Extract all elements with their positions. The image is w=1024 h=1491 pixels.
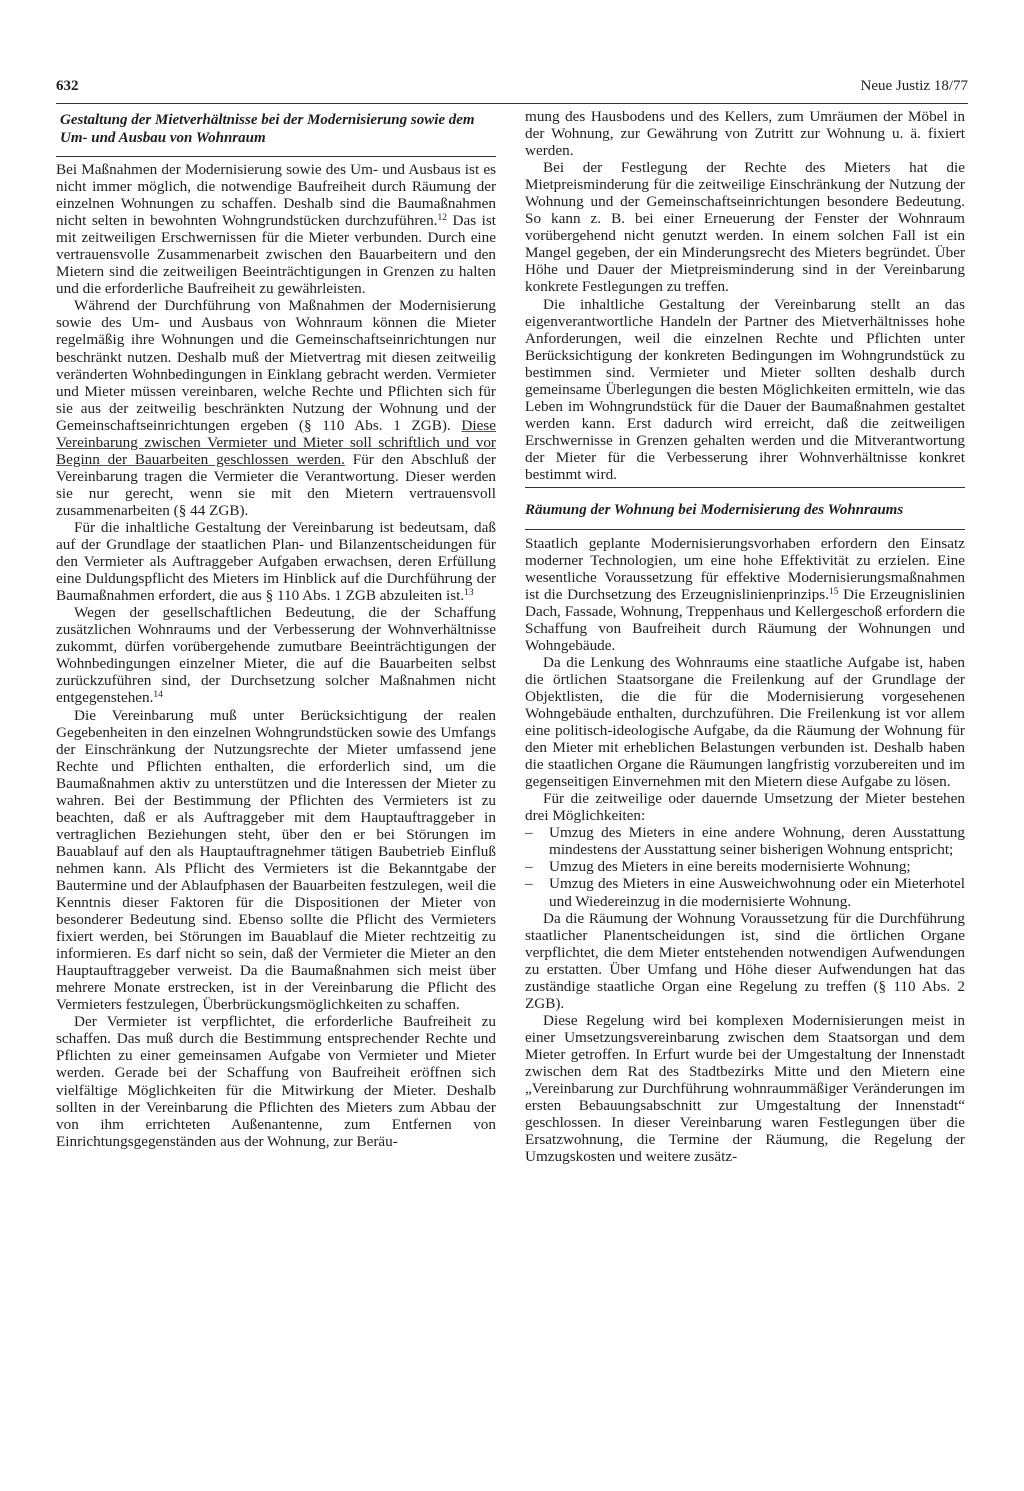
footnote-ref: 15 <box>829 586 839 597</box>
right-column <box>525 108 965 1165</box>
paragraph: Während der Durchführung von Maßnahmen der Modernisierung sowie des Um- und Ausbaus von Wohnraum können die Mieter regelmäßig ihre Wohnungen und die Gemeinschaftseinrichtungen nur beschränkt nutzen. Deshalb muß der Mietvertrag mit diesen zeitweilig veränderten Wohnbedingungen in Einklang gebracht werden. Vermieter und Mieter müssen vereinbaren, welche Rechte und Pflichten sich für sie aus der zeitweilig beschränkten Nutzung der Wohnung und der Gemeinschaftseinrichtungen ergeben (§ 110 Abs. 1 ZGB). Diese Vereinbarung zwischen Vermieter und Mieter soll schriftlich und vor Beginn der Bauarbeiten geschlossen werden. Für den Abschluß der Vereinbarung tragen die Vermieter die Verantwortung. Dieser werden sie nur gerecht, wenn sie mit den Mietern vertrauensvoll zusammenarbeiten (§ 44 ZGB). <box>56 297 496 519</box>
journal-issue: Neue Justiz 18/77 <box>860 78 968 94</box>
paragraph: Da die Lenkung des Wohnraums eine staatliche Aufgabe ist, haben die örtlichen Staatsorgane die Freilenkung auf der Grundlage der Objektlisten, die die für die Modernisierung vorgesehenen Wohngebäude enthalten, durchzuführen. Die Freilenkung ist vor allem eine politisch-ideologische Aufgabe, da die Räumung der Wohnung für den Mieter mit erheblichen Belastungen verbunden ist. Deshalb haben die staatlichen Organe die Räumungen langfristig vorzubereiten und im gegenseitigen Einvernehmen mit den Mietern diese Aufgabe zu lösen. <box>525 653 965 791</box>
underlined-passage: Diese Vereinbarung zwischen Vermieter und Mieter soll schriftlich und vor Beginn der Bauarbeiten geschlossen werden. <box>56 416 496 468</box>
section-heading-rule <box>56 156 496 157</box>
left-column <box>56 108 496 1150</box>
page-header <box>56 78 968 102</box>
paragraph: Die inhaltliche Gestaltung der Vereinbarung stellt an das eigenverantwortliche Handeln der Partner des Mietverhältnisses hohe Anforderungen, weil die einzelnen Rechte und Pflichten unter Berücksichtigung der konkreten Bedingungen im Wohngrundstück zu bestimmen sind. Vermieter und Mieter sollten deshalb durch gemeinsame Überlegungen die besten Möglichkeiten ermitteln, wie das Leben im Wohngrundstück für die Dauer der Baumaßnahmen gestaltet werden kann. Erst dadurch wird erreicht, daß die zeitweiligen Erschwernisse in Grenzen gehalten werden und die Mitverantwortung der Mieter für die Verbesserung ihrer Wohnverhältnisse konkret bestimmt wird. <box>525 295 965 483</box>
section-heading-mietverhaeltnisse: Gestaltung der Mietverhältnisse bei der Modernisierung sowie dem Um- und Ausbau von Wohnraum <box>60 112 475 146</box>
paragraph: Wegen der gesellschaftlichen Bedeutung, die der Schaffung zusätzlichen Wohnraums und der Verbesserung der Wohnverhältnisse zukommt, dürfen vorübergehende zumutbare Beeinträchtigungen der Wohnbedingungen einzelner Mieter, die auf die Bauarbeiten selbst zurückzuführen sind, der Durchsetzung solcher Maßnahmen nicht entgegenstehen.$^{14}$ <box>56 604 496 707</box>
paragraph: Für die zeitweilige oder dauernde Umsetzung der Mieter bestehen drei Möglichkeiten: <box>525 790 965 825</box>
section-heading-rule <box>525 529 965 530</box>
paragraph: Da die Räumung der Wohnung Voraussetzung für die Durchführung staatlicher Planentscheidungen ist, sind die örtlichen Organe verpflichtet, die dem Mieter entstehenden notwendigen Aufwendungen zu erstatten. Über Umfang und Höhe dieser Aufwendungen hat das zuständige staatliche Organ eine Regelung zu treffen (§ 110 Abs. 2 ZGB). <box>525 909 965 1012</box>
page-number: 632 <box>56 78 79 94</box>
paragraph: Für die inhaltliche Gestaltung der Vereinbarung ist bedeutsam, daß auf der Grundlage der staatlichen Plan- und Bilanzentscheidungen für den Vermieter als Auftraggeber Aufgaben erwachsen, deren Erfüllung eine Duldungspflicht des Mieters im Hinblick auf die Durchführung der Baumaßnahmen erfordert, die aus § 110 Abs. 1 ZGB abzuleiten ist.$^{13}$ <box>56 518 496 605</box>
list-item: – Umzug des Mieters in eine andere Wohnung, deren Ausstattung mindestens der Ausstattung seiner bisherigen Wohnung entspricht; <box>525 824 965 859</box>
list-item: – Umzug des Mieters in eine Ausweichwohnung oder ein Mieterhotel und Wiedereinzug in die modernisierte Wohnung. <box>525 875 965 910</box>
paragraph: Der Vermieter ist verpflichtet, die erforderliche Baufreiheit zu schaffen. Das muß durch die Bestimmung entsprechender Rechte und Pflichten zu einer gemeinsamen Aufgabe von Vermieter und Mieter werden. Gerade bei der Schaffung von Baufreiheit eröffnen sich vielfältige Möglichkeiten für die Mitwirkung der Mieter. Deshalb sollten in der Vereinbarung die Pflichten des Mieters zum Abbau der von ihm errichteten Außenantenne, zum Entfernen von Einrichtungsgegenständen aus der Wohnung, zur Beräu- <box>56 1013 496 1150</box>
paragraph: Bei der Festlegung der Rechte des Mieters hat die Mietpreisminderung für die zeitweilige Einschränkung der Nutzung der Wohnung und der Gemeinschaftseinrichtungen besondere Bedeutung. So kann z. B. bei einer Erneuerung der Fenster der Wohnraum vorübergehend nicht genutzt werden. In einem solchen Fall ist ein Mangel gegeben, der ein Minderungsrecht des Mieters begründet. Über Höhe und Dauer der Mietpreisminderung sind in der Vereinbarung konkrete Festlegungen zu treffen. <box>525 159 965 296</box>
options-list <box>525 824 965 909</box>
header-rule <box>56 103 968 104</box>
footnote-ref: 14 <box>153 690 163 701</box>
footnote-ref: 12 <box>437 213 448 224</box>
paragraph: Diese Regelung wird bei komplexen Modernisierungen meist in einer Umsetzungsvereinbarung zwischen dem Staatsorgan und dem Mieter getroffen. In Erfurt wurde bei der Umgestaltung der Innenstadt zwischen dem Rat des Stadtbezirks Mitte und den Mietern eine „Vereinbarung zur Durchführung wohnraummäßiger Veränderungen im ersten Bebauungsabschnitt zur Umgestaltung der Innenstadt“ geschlossen. In dieser Vereinbarung waren Festlegungen über die Ersatzwohnung, die Termine der Räumung, die Regelung der Umzugskosten und weitere zusätz- <box>525 1011 965 1166</box>
paragraph: mung des Hausbodens und des Kellers, zum Umräumen der Möbel in der Wohnung, zur Gewährung von Zutritt zur Wohnung u. ä. fixiert werden. <box>525 108 965 160</box>
paragraph: Bei Maßnahmen der Modernisierung sowie des Um- und Ausbaus ist es nicht immer möglich, die notwendige Baufreiheit durch Räumung der einzelnen Wohnungen zu schaffen. Deshalb sind die Baumaßnahmen nicht selten in bewohnten Wohngrundstücken durchzuführen.$^{12}$ Das ist mit zeitweiligen Erschwernissen für die Mieter verbunden. Durch eine vertrauensvolle Zusammenarbeit zwischen den Bauarbeitern und den Mietern sind die zeitweiligen Beeinträchtigungen in Grenzen zu halten und die erforderliche Baufreiheit zu gewährleisten. <box>56 161 497 298</box>
list-item: – Umzug des Mieters in eine bereits modernisierte Wohnung; <box>525 858 911 876</box>
paragraph: Staatlich geplante Modernisierungsvorhaben erfordern den Einsatz moderner Technologien, um eine hohe Effektivität zu erzielen. Eine wesentliche Voraussetzung für effektive Modernisierungsmaßnahmen ist die Durchsetzung des Erzeugnislinienprinzips.$^{15}$ Die Erzeugnislinien Dach, Fassade, Wohnung, Treppenhaus und Kellergeschoß erfordern die Schaffung von Baufreiheit durch Räumung der Wohnungen und Wohngebäude. <box>525 534 965 654</box>
paragraph: Die Vereinbarung muß unter Berücksichtigung der realen Gegebenheiten in den einzelnen Wohngrundstücken sowie des Umfangs der Einschränkung der Nutzungsrechte der Mieter umfassend jene Rechte und Pflichten enthalten, die erforderlich sind, um die Baumaßnahmen aktiv zu unterstützen und die Interessen der Mieter zu wahren. Bei der Bestimmung der Pflichten des Vermieters ist zu beachten, daß er als Auftraggeber mit dem Hauptauftraggeber in vertraglichen Beziehungen steht, über den er bei Störungen im Bauablauf auf den als Hauptauftragnehmer tätigen Baubetrieb Einfluß nehmen kann. Als Pflicht des Vermieters ist die Bekanntgabe der Bautermine und der Ablaufphasen der Bauarbeiten festzulegen, weil die Kenntnis dieser Faktoren für die Dispositionen der Mieter von besonderer Bedeutung sind. Ebenso sollte die Pflicht des Vermieters fixiert werden, bei Störungen im Bauablauf die Mieter rechtzeitig zu informieren. Es darf nicht so sein, daß der Vermieter die Mieter an den Hauptauftraggeber verweist. Da die Baumaßnahmen sich meist über mehrere Monate erstrecken, ist in der Vereinbarung die Pflicht des Vermieters festzulegen, Überbrückungsmöglichkeiten zu schaffen. <box>56 706 496 1014</box>
footnote-ref: 13 <box>464 588 474 599</box>
section-heading-raeumung: Räumung der Wohnung bei Modernisierung des Wohnraums <box>525 502 904 519</box>
